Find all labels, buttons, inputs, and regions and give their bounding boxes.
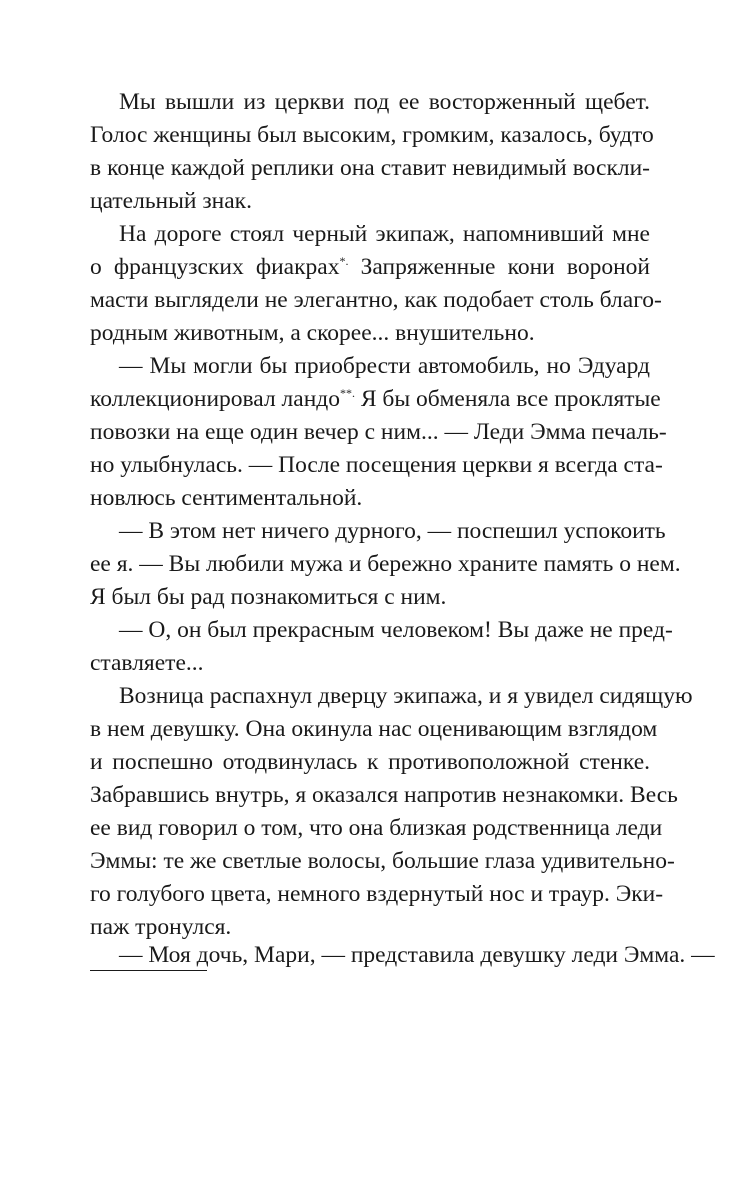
- text-line: — В этом нет ничего дурного, — поспешил успокоить: [119, 518, 666, 544]
- text-line: паж тронулся.: [90, 914, 232, 940]
- text-fragment: Запряженные кони вороной: [360, 254, 650, 280]
- text-line: родным животным, а скорее... внушительно.: [90, 320, 535, 346]
- text-line: ставляете...: [90, 650, 204, 676]
- text-line: и поспешно отодвинулась к противоположной стенке.: [90, 749, 650, 775]
- text-line: Мы вышли из церкви под ее восторженный щебет.: [119, 89, 650, 115]
- text-line: го голубого цвета, немного вздернутый нос и траур. Эки-: [90, 881, 664, 907]
- text-line: Эммы: те же светлые волосы, большие глаза удивительно-: [90, 848, 675, 874]
- text-line: На дороге стоял черный экипаж, напомнивший мне: [119, 221, 650, 247]
- footnote-ref: *.: [339, 254, 349, 268]
- text-line: — Мы могли бы приобрести автомобиль, но Эдуард: [119, 353, 650, 379]
- text-line: Голос женщины был высоким, громким, казалось, будто: [90, 122, 654, 148]
- text-line: новлюсь сентиментальной.: [90, 485, 363, 511]
- text-line: но улыбнулась. — После посещения церкви я всегда ста-: [90, 452, 663, 478]
- text-line: Возница распахнул дверцу экипажа, и я увидел сидящую: [119, 683, 693, 709]
- text-line: ее я. — Вы любили мужа и бережно храните память о нем.: [90, 551, 681, 577]
- text-line: повозки на еще один вечер с ним... — Леди Эмма печаль-: [90, 419, 667, 445]
- text-line: масти выглядели не элегантно, как подобает столь благо-: [90, 287, 662, 313]
- text-line: в конце каждой реплики она ставит невидимый воскли-: [90, 155, 650, 181]
- text-line: цательный знак.: [90, 188, 252, 214]
- text-line: Я был бы рад познакомиться с ним.: [90, 584, 447, 610]
- text-fragment: о французских фиакрах: [90, 254, 340, 280]
- footnote-divider: [90, 970, 207, 971]
- text-line: ее вид говорил о том, что она близкая родственница леди: [90, 815, 663, 841]
- text-fragment: Я бы обменяла все проклятые: [360, 386, 661, 412]
- text-line-with-footnote: [90, 382, 661, 416]
- text-line: — Моя дочь, Мари, — представила девушку леди Эмма. —: [119, 942, 715, 968]
- text-line: в нем девушку. Она окинула нас оценивающим взглядом: [90, 716, 658, 742]
- text-line-with-footnote: [90, 250, 650, 284]
- text-line: Забравшись внутрь, я оказался напротив незнакомки. Весь: [90, 782, 678, 808]
- text-fragment: коллекционировал ландо: [90, 386, 340, 412]
- text-line: — О, он был прекрасным человеком! Вы даже не пред-: [119, 617, 673, 643]
- footnote-ref: **.: [340, 386, 355, 400]
